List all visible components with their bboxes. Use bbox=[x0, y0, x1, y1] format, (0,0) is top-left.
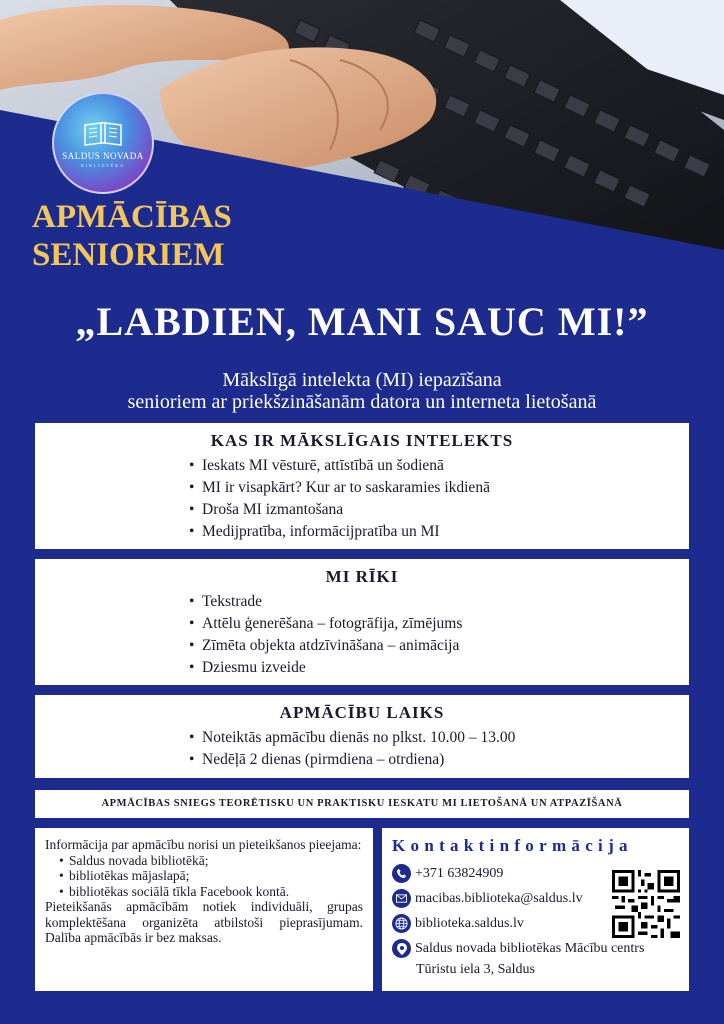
info-intro: Informācija par apmācību norisi un pieteikšanos pieejama: bbox=[45, 837, 362, 852]
list-item: • Ieskats MI vēsturē, attīstībā un šodienā bbox=[189, 455, 689, 477]
section-list bbox=[189, 727, 689, 771]
list-item: • Nedēļā 2 dienas (pirmdiena – otrdiena) bbox=[189, 749, 689, 771]
contact-title: Kontaktinformācija bbox=[392, 836, 633, 855]
list-item: • Droša MI izmantošana bbox=[189, 499, 689, 521]
title-line-2: SENIORIEM bbox=[32, 237, 225, 273]
list-item: • Attēlu ģenerēšana – fotogrāfija, zīmējums bbox=[189, 613, 689, 635]
subhead-line-2: senioriem ar priekšzināšanām datora un interneta lietošanā bbox=[127, 391, 597, 413]
info-box bbox=[35, 828, 373, 991]
section-card-tools bbox=[35, 559, 689, 685]
section-list bbox=[189, 455, 689, 543]
address-line-2: Tūristu iela 3, Saldus bbox=[416, 962, 535, 977]
list-item: • MI ir visapkārt? Kur ar to saskaramies ikdienā bbox=[189, 477, 689, 499]
section-title: APMĀCĪBU LAIKS bbox=[279, 703, 445, 722]
mail-icon bbox=[392, 889, 411, 908]
website-link[interactable]: biblioteka.saldus.lv bbox=[415, 915, 524, 931]
poster-title bbox=[32, 198, 232, 274]
section-title: KAS IR MĀKSLĪGAIS INTELEKTS bbox=[210, 431, 514, 450]
logo-name: SALDUS NOVADA bbox=[62, 150, 144, 161]
title-line-1: APMĀCĪBAS bbox=[32, 199, 232, 235]
info-list bbox=[59, 853, 363, 900]
list-item: • bibliotēkas sociālā tīkla Facebook kontā. bbox=[59, 884, 363, 900]
phone-icon bbox=[392, 864, 411, 883]
email-link[interactable]: macibas.biblioteka@saldus.lv bbox=[415, 890, 583, 906]
list-item: • Saldus novada bibliotēkā; bbox=[59, 853, 363, 869]
subheadline bbox=[0, 369, 724, 413]
open-book-icon bbox=[83, 119, 123, 147]
address-line-1: Saldus novada bibliotēkas Mācību centrs bbox=[415, 940, 645, 956]
list-item: • bibliotēkas mājaslapā; bbox=[59, 868, 363, 884]
address-row bbox=[392, 939, 679, 958]
phone-number[interactable]: +371 63824909 bbox=[415, 865, 504, 881]
section-card-ai bbox=[35, 423, 689, 549]
list-item: • Noteiktās apmācību dienās no plkst. 10.00 – 13.00 bbox=[189, 727, 689, 749]
info-outro: Pieteikšanās apmācībām notiek individuāli, grupas komplektēšana organizēta atbilstoši pieprasījumam. Dalība apmācībās ir bez maksas. bbox=[45, 899, 363, 945]
logo-subtitle: BIBLIOTĒKA bbox=[81, 162, 125, 168]
list-item: • Medijpratība, informācijpratība un MI bbox=[189, 521, 689, 543]
location-pin-icon bbox=[392, 939, 411, 958]
list-item: • Dziesmu izveide bbox=[189, 657, 689, 679]
globe-icon bbox=[392, 914, 411, 933]
library-logo bbox=[52, 92, 154, 194]
summary-banner: APMĀCĪBAS SNIEGS TEORĒTISKU UN PRAKTISKU IESKATU MI LIETOŠANĀ UN ATPAZĪŠANĀ bbox=[35, 790, 689, 818]
list-item: • Tekstrade bbox=[189, 591, 689, 613]
headline: „LABDIEN, MANI SAUC MI!” bbox=[75, 299, 649, 344]
subhead-line-1: Mākslīgā intelekta (MI) iepazīšana bbox=[222, 369, 502, 391]
list-item: • Zīmēta objekta atdzīvināšana – animācija bbox=[189, 635, 689, 657]
qr-code[interactable] bbox=[612, 870, 680, 938]
section-title: MI RĪKI bbox=[325, 567, 399, 586]
section-list bbox=[189, 591, 689, 679]
contact-box bbox=[382, 828, 689, 991]
section-card-time bbox=[35, 695, 689, 778]
